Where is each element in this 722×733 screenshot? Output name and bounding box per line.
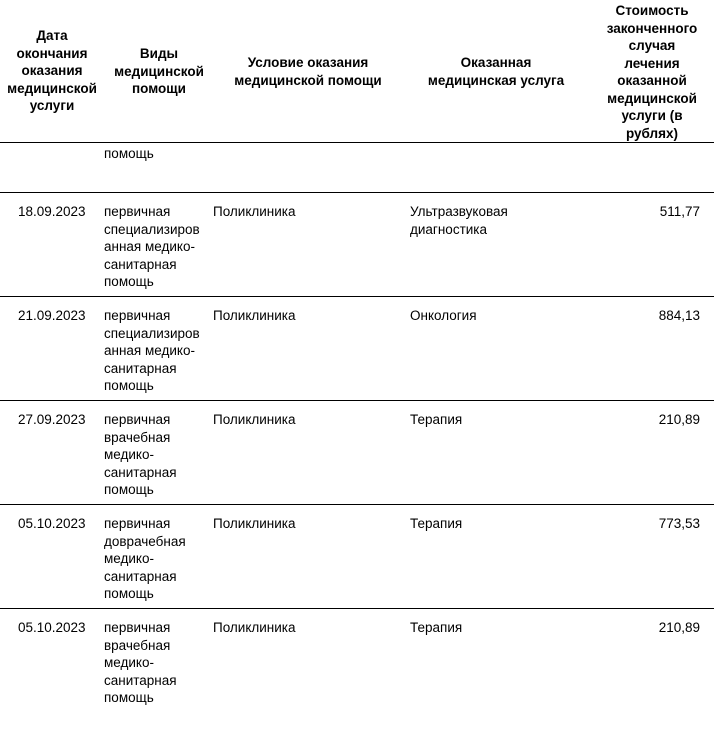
table-header (0, 0, 722, 142)
cell-cost: 511,77 (659, 204, 700, 219)
cell-service: Онкология (410, 308, 477, 323)
cell-care-type: первичная врачебная медико- санитарная помощь (104, 412, 177, 497)
header-cost: Стоимость законченного случая лечения оказанной медицинской услуги (в рублях) (606, 3, 698, 141)
header-type: Виды медицинской помощи (114, 46, 204, 96)
cell-cost: 210,89 (658, 620, 700, 635)
header-date: Дата окончания оказания медицинской услуги (7, 28, 97, 113)
cell-condition: Поликлиника (213, 412, 296, 427)
cell-date: 05.10.2023 (18, 620, 86, 635)
continuation-text: помощь (104, 146, 154, 161)
cell-condition: Поликлиника (213, 308, 296, 323)
cell-date: 05.10.2023 (18, 516, 86, 531)
cell-care-type: первичная доврачебная медико- санитарная помощь (104, 516, 186, 601)
cell-service: Терапия (410, 516, 463, 531)
cell-service: Ультразвуковая диагностика (410, 204, 508, 237)
row-divider (0, 504, 714, 505)
cell-cost: 210,89 (658, 412, 700, 427)
cell-date: 21.09.2023 (18, 308, 86, 323)
cell-date: 27.09.2023 (18, 412, 86, 427)
cell-cost: 773,53 (658, 516, 700, 531)
cell-date: 18.09.2023 (18, 204, 86, 219)
row-divider (0, 400, 714, 401)
cell-condition: Поликлиника (213, 204, 296, 219)
cell-condition: Поликлиника (213, 620, 296, 635)
row-divider (0, 296, 714, 297)
cell-cost: 884,13 (658, 308, 700, 323)
row-divider (0, 192, 714, 193)
cell-care-type: первичная врачебная медико- санитарная помощь (104, 620, 177, 705)
cell-service: Терапия (410, 620, 463, 635)
header-service: Оказанная медицинская услуга (427, 55, 565, 88)
cell-service: Терапия (410, 412, 463, 427)
header-divider (0, 142, 714, 143)
header-condition: Условие оказания медицинской помощи (234, 55, 382, 88)
cell-condition: Поликлиника (213, 516, 296, 531)
cell-care-type: первичная специализиров анная медико- санитарная помощь (104, 308, 200, 393)
row-divider (0, 608, 714, 609)
cell-care-type: первичная специализиров анная медико- санитарная помощь (104, 204, 200, 289)
